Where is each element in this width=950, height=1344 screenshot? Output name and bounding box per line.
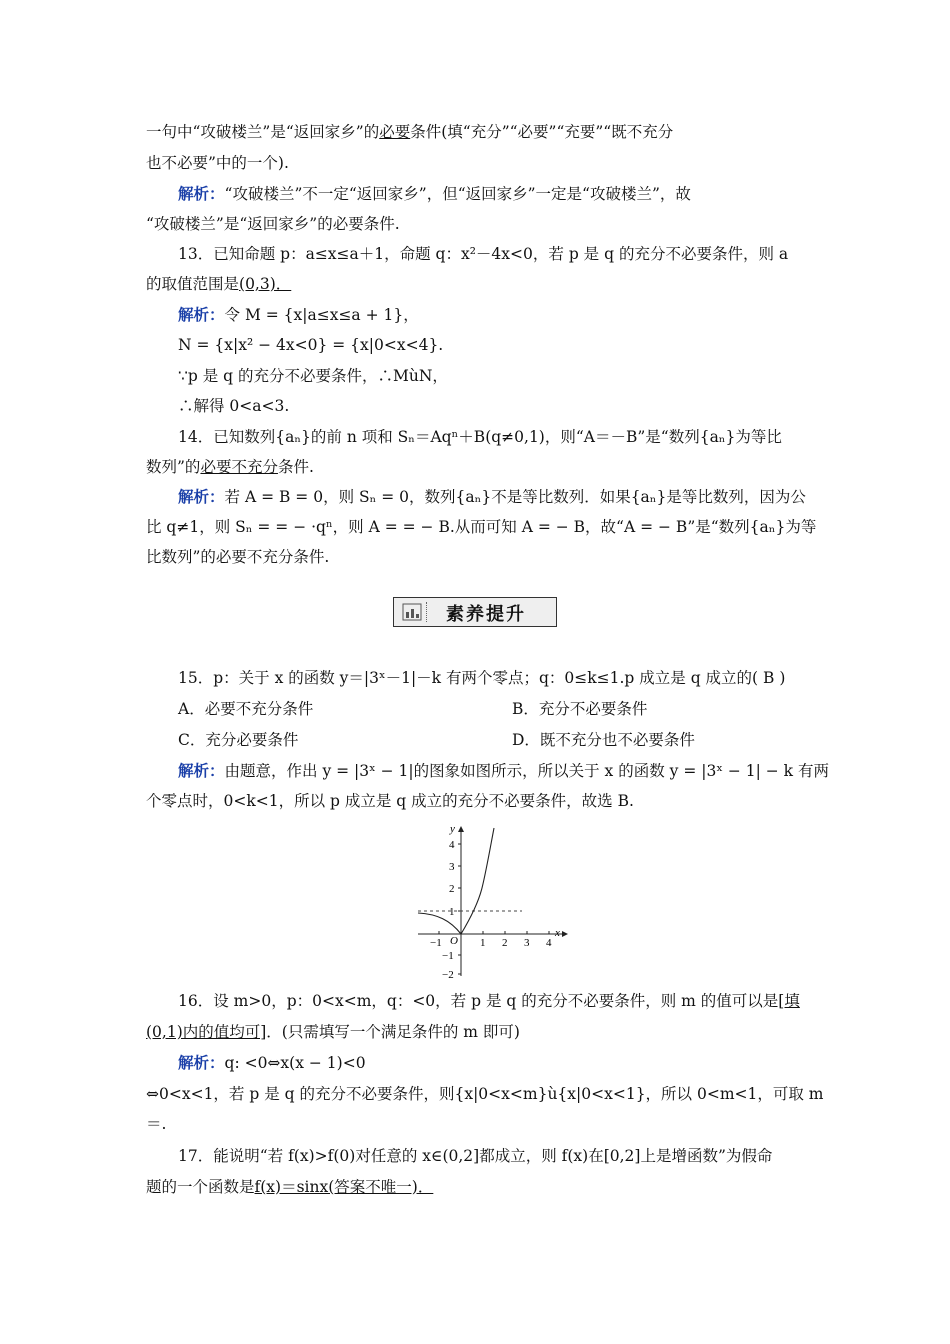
q12-text: 一句中“攻破楼兰”是“返回家乡”的 [146,123,380,141]
sol16-text: q: <0⇔x(x − 1)<0 [224,1054,366,1072]
sol13-line-2: N = {x|x² − 4x<0} = {x|0<x<4}. [178,336,444,354]
sol16-line-1 [178,1052,806,1074]
y-tick-1: 1 [449,906,455,918]
x-tick-3: 3 [524,937,530,949]
sol12-line-2: “攻破楼兰”是“返回家乡”的必要条件. [146,215,400,233]
sol15-line-1 [178,760,829,782]
q16-answer-b: (0,1)内的值均可] [146,1023,267,1041]
q17-answer: f(x)＝sinx(答案不唯一)． [254,1178,434,1196]
solution-label: 解析： [178,305,225,324]
q13-answer: (0,3)． [239,275,292,293]
q14-text-b: 条件. [277,458,314,476]
q16-answer: [填 [778,992,800,1010]
sol14-line-3: 比数列”的必要不充分条件. [146,548,330,566]
sol13-line-1 [178,304,806,326]
sol13-line-4: ∴解得 0<a<3. [178,397,290,415]
q13-line-1: 13．已知命题 p：a≤x≤a＋1，命题 q：x²－4x<0，若 p 是 q 的充分不必要条件，则 a [178,245,789,263]
sol15-line-2: 个零点时，0<k<1，所以 p 成立是 q 成立的充分不必要条件，故选 B. [146,792,634,810]
x-tick-4: 4 [546,937,552,949]
q12-answer: 必要 [379,123,411,141]
q16-line-1 [178,990,806,1012]
x-axis-label: x [555,927,560,939]
x-tick-neg1: −1 [430,937,442,949]
q13-text: 的取值范围是 [146,275,240,293]
q14-line-2 [146,456,806,478]
sol14-text: 若 A = B = 0，则 Sₙ = 0，数列{aₙ}不是等比数列．如果{aₙ}是等比数列，因为公 [224,488,806,506]
q16-line-2 [146,1021,806,1043]
solution-label: 解析： [178,184,225,203]
y-tick-neg2: −2 [442,969,454,981]
q15-option-b: B．充分不必要条件 [512,700,648,718]
function-graph [412,824,572,984]
sol14-line-1 [178,486,806,508]
chart-icon [402,603,422,621]
q12-line-1 [146,121,806,143]
q17-line-2 [146,1176,806,1198]
q15-option-c: C．充分必要条件 [178,731,299,749]
q17-line-1: 17．能说明“若 f(x)>f(0)对任意的 x∈(0,2]都成立，则 f(x)在[0,2]上是增函数”为假命 [178,1147,773,1165]
sol15-text: 由题意，作出 y = |3ˣ − 1|的图象如图所示，所以关于 x 的函数 y = |3ˣ − 1| − k 有两 [224,762,829,780]
x-tick-2: 2 [502,937,508,949]
function-curve [418,828,494,934]
sol12-text: “攻破楼兰”不一定“返回家乡”，但“返回家乡”一定是“攻破楼兰”，故 [224,185,691,203]
q12-line-2: 也不必要”中的一个). [146,154,289,172]
solution-label: 解析： [178,1053,225,1072]
q12-text-b: 条件(填“充分”“必要”“充要”“既不充分 [410,123,674,141]
q17-text: 题的一个函数是 [146,1178,255,1196]
q16-text: 16．设 m>0，p：0<x<m，q：<0，若 p 是 q 的充分不必要条件，则 m 的值可以是 [178,992,779,1010]
solution-label: 解析： [178,487,225,506]
x-tick-1: 1 [480,937,486,949]
sol14-line-2: 比 q≠1，则 Sₙ = = − ·qⁿ，则 A = = − B.从而可知 A = − B，故“A = − B”是“数列{aₙ}为等 [146,518,817,536]
x-axis-arrow [562,931,568,937]
y-tick-4: 4 [449,839,455,851]
q14-answer: 必要不充分 [200,458,278,476]
sol13-text: 令 M = {x|a≤x≤a + 1}， [224,306,419,324]
q15-option-a: A．必要不充分条件 [178,700,314,718]
y-axis-arrow [458,826,464,832]
q16-text-b: ．(只需填写一个满足条件的 m 即可) [266,1023,520,1041]
banner-title: 素养提升 [446,604,526,625]
solution-label: 解析： [178,761,225,780]
section-banner [393,597,557,627]
y-tick-3: 3 [449,861,455,873]
q13-line-2 [146,273,806,295]
sol12-line-1 [178,183,806,205]
y-tick-2: 2 [449,883,455,895]
sol16-line-3: ＝. [146,1115,167,1133]
banner-separator [426,602,429,622]
sol13-line-3: ∵p 是 q 的充分不必要条件，∴MùN， [178,367,448,385]
sol16-line-2: ⇔0<x<1，若 p 是 q 的充分不必要条件，则{x|0<x<m}ù{x|0<x<1}，所以 0<m<1，可取 m [146,1085,824,1103]
origin-label: O [450,935,458,947]
q14-text: 数列”的 [146,458,201,476]
q15-option-d: D．既不充分也不必要条件 [512,731,695,749]
y-axis-label: y [450,824,455,835]
y-tick-neg1: −1 [442,950,454,962]
q14-line-1: 14．已知数列{aₙ}的前 n 项和 Sₙ＝Aqⁿ＋B(q≠0,1)，则“A＝－B”是“数列{aₙ}为等比 [178,428,782,446]
q15-stem: 15．p：关于 x 的函数 y＝|3ˣ－1|－k 有两个零点；q：0≤k≤1.p 成立是 q 成立的( B ) [178,669,786,687]
